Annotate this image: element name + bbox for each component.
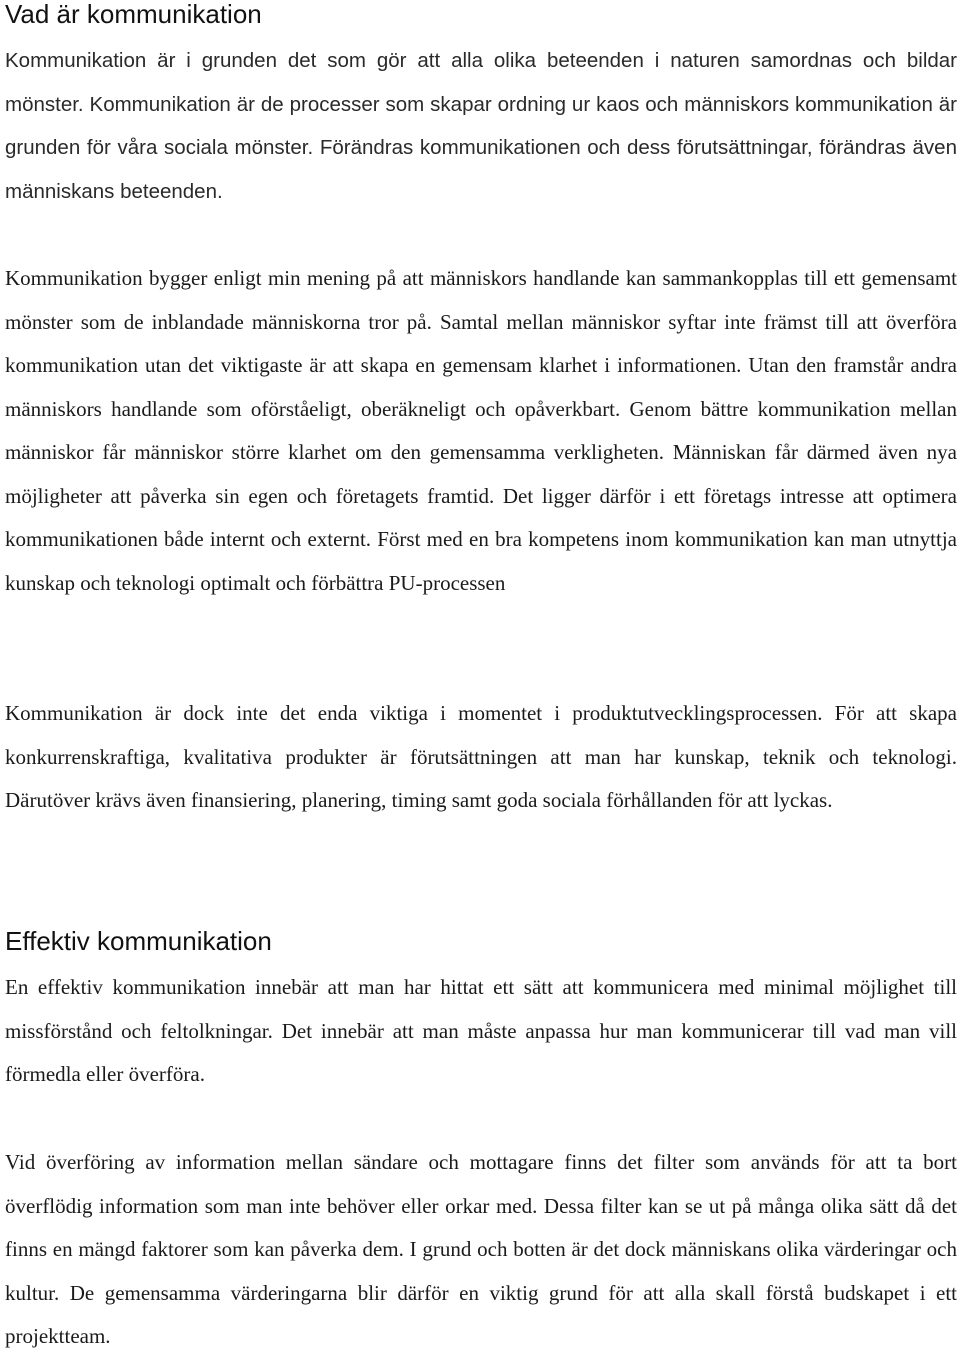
section-heading-effektiv-kommunikation: Effektiv kommunikation xyxy=(5,926,272,956)
section-heading-vad-ar-kommunikation: Vad är kommunikation xyxy=(5,0,262,29)
paragraph-intro: Kommunikation är i grunden det som gör att alla olika beteenden i naturen samordnas och bildar mönster. Kommunikation är de processer som skapar ordning ur kaos och människors kommunikation är grunden för våra sociala mönster. Förändras kommunikationen och dess förutsättningar, förändras även människans beteenden. xyxy=(5,49,957,203)
paragraph-kommunikation-bygger: Kommunikation bygger enligt min mening på att människors handlande kan sammankopplas till ett gemensamt mönster som de inblandade människorna tror på. Samtal mellan människor syftar inte främst till att överföra kommunikation utan det viktigaste är att skapa en gemensam klarhet i informationen. Utan den framstår andra människors handlande som oförståeligt, oberäkneligt och opåverkbart. Genom bättre kommunikation mellan människor får människor större klarhet om den gemensamma verkligheten. Människan får därmed även nya möjligheter att påverka sin egen och företagets framtid. Det ligger därför i ett företags intresse att optimera kommunikationen både internt och externt. Först med en bra kompetens inom kommunikation kan man utnyttja kunskap och teknologi optimalt och förbättra PU-processen xyxy=(5,266,957,595)
paragraph-effektiv: En effektiv kommunikation innebär att man har hittat ett sätt att kommunicera med minimal möjlighet till missförstånd och feltolkningar. Det innebär att man måste anpassa hur man kommunicerar till vad man vill förmedla eller överföra. xyxy=(5,975,957,1086)
paragraph-filter: Vid överföring av information mellan sändare och mottagare finns det filter som används för att ta bort överflödig information som man inte behöver eller orkar med. Dessa filter kan se ut på många olika sätt då det finns en mängd faktorer som kan påverka dem. I grund och botten är det dock människans olika värderingar och kultur. De gemensamma värderingarna blir därför en viktig grund för att alla skall förstå budskapet i ett projektteam. xyxy=(5,1150,957,1348)
paragraph-kommunikation-dock: Kommunikation är dock inte det enda viktiga i momentet i produktutvecklingsprocessen. För att skapa konkurrenskraftiga, kvalitativa produkter är förutsättningen att man har kunskap, teknik och teknologi. Därutöver krävs även finansiering, planering, timing samt goda sociala förhållanden för att lyckas. xyxy=(5,701,957,812)
